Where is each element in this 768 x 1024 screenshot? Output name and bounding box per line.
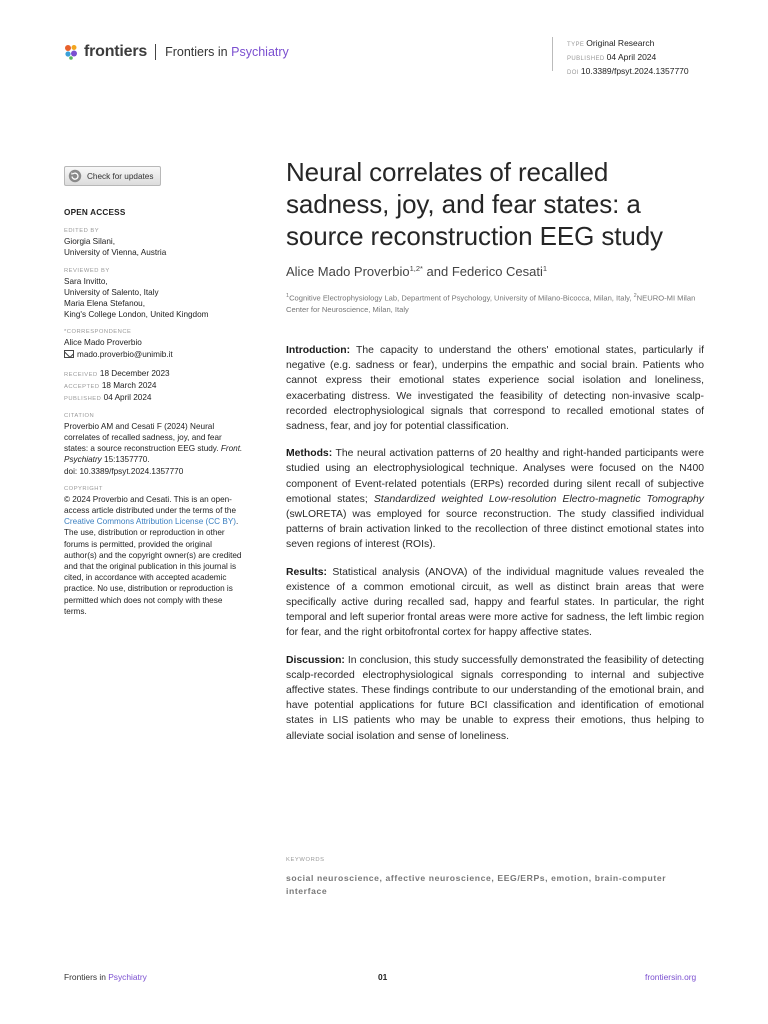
journal-name: Frontiers in Psychiatry [165,45,289,59]
mail-icon [64,350,74,358]
keywords-list: social neuroscience, affective neuroscience, EEG/ERPs, emotion, brain-computer interface [286,873,667,896]
logo-divider [155,44,156,60]
open-access-label: OPEN ACCESS [64,208,126,217]
abstract-results: Results: Statistical analysis (ANOVA) of the individual magnitude values revealed the existence of a common emotional circuit, as well as distinct brain areas that were specifically active during recalled sad, happy and fearful states. In particular, the right temporal and left superior frontal areas were more active for sadness, the left limbic region for fear, and the right orbitofrontal cortex for happy affective states. [286,566,704,639]
author-list: Alice Mado Proverbio$^{1,2*}$ and Federico Cesati$^1$ [286,264,548,279]
keywords-label: KEYWORDS [286,857,325,863]
article-title: Neural correlates of recalled sadness, joy, and fear states: a source reconstruction EEG study [286,157,663,251]
correspondence-email-link[interactable]: mado.proverbio@unimib.it [64,349,244,360]
article-meta [552,37,689,76]
abstract [286,343,704,756]
accepted-date: ACCEPTED 18 March 2024 [64,380,157,390]
frontiers-logo[interactable] [64,42,289,62]
cc-by-license-link[interactable]: Creative Commons Attribution License (CC BY) [64,517,237,527]
frontiers-logo-icon [64,44,80,60]
page-number: 01 [378,972,388,982]
affiliations: $^1$Cognitive Electrophysiology Lab, Department of Psychology, University of Milano-Bicocca, Milan, Italy, $^2$NEURO-MI Milan Center for Neuroscience, Milan, Italy [286,293,696,314]
author-2[interactable]: Federico Cesati [451,264,543,279]
published-date: PUBLISHED 04 April 2024 [64,392,152,402]
correspondence-section: *CORRESPONDENCE Alice Mado Proverbio mado.proverbio@unimib.it [64,328,244,359]
check-updates-label: Check for updates [87,171,154,181]
reviewed-by-section: REVIEWED BY Sara Invitto, University of Salento, Italy Maria Elena Stefanou, King's College London, United Kingdom [64,267,209,320]
copyright-section: COPYRIGHT © 2024 Proverbio and Cesati. This is an open-access article distributed under the terms of the Creative Commons Attribution License (CC BY). The use, distribution or reproduction in other forums is permitted, provided the original author(s) and the copyright owner(s) are credited and that the original publication in this journal is cited, in accordance with accepted academic practice. No use, distribution or reproduction is permitted which does not comply with these terms. [64,485,242,616]
author-1[interactable]: Alice Mado Proverbio [286,264,410,279]
abstract-discussion: Discussion: In conclusion, this study successfully demonstrated the feasibility of detecting scalp-recorded electrophysiological signals corresponding to internal and subjective affective states. These findings contribute to our understanding of the emotional brain, and have potential applications for future BCI classification and identification of emotional states in LIS patients who may be unable to express their emotions, thus helping to alleviate social isolation and sense of loneliness. [286,654,704,742]
dates-section [64,368,244,404]
edited-by-section: EDITED BY Giorgia Silani, University of Vienna, Austria [64,228,167,258]
article-type: TYPE Original Research [567,38,655,48]
article-published: PUBLISHED 04 April 2024 [567,52,657,62]
footer-site-link[interactable]: frontiersin.org [645,972,697,982]
citation-section: CITATION Proverbio AM and Cesati F (2024) Neural correlates of recalled sadness, joy, and fear states: a source reconstruction EEG study. Front. Psychiatry 15:1357770. doi: 10.3389/fpsyt.2024.1357770 [64,412,243,476]
brand-name: frontiers [84,43,148,60]
received-date: RECEIVED 18 December 2023 [64,368,170,378]
refresh-icon [68,169,82,183]
article-sidebar [64,207,244,625]
abstract-methods: Methods: The neural activation patterns of 20 healthy and right-handed participants were studied using an electrophysiological technique. Analyses were focused on the N400 component of Event-related potentials (ERPs) recorded during silent recall of subjective emotional states; Standardized weighted Low-resolution Electro-magnetic Tomography (swLORETA) was employed for source reconstruction. The study classified individual patterns of brain activation linked to the recollection of three distinct emotional states into seven regions of interest (ROIs). [286,448,704,551]
check-for-updates-button[interactable] [64,166,161,186]
footer-journal-name: Frontiers in Psychiatry [64,972,147,982]
abstract-introduction: Introduction: The capacity to understand the others' emotional states, particularly if negative (e.g. sadness or fear), underpins the empathic and social brain. Patients who cannot express their emotional states experience social isolation and loneliness, exacerbating distress. We investigated the feasibility of detecting non-invasive scalp-recorded electrophysiological signals that correspond to recalled emotional states of sadness, fear, and joy for potential classification. [286,345,704,433]
article-doi: DOI 10.3389/fpsyt.2024.1357770 [567,66,689,76]
